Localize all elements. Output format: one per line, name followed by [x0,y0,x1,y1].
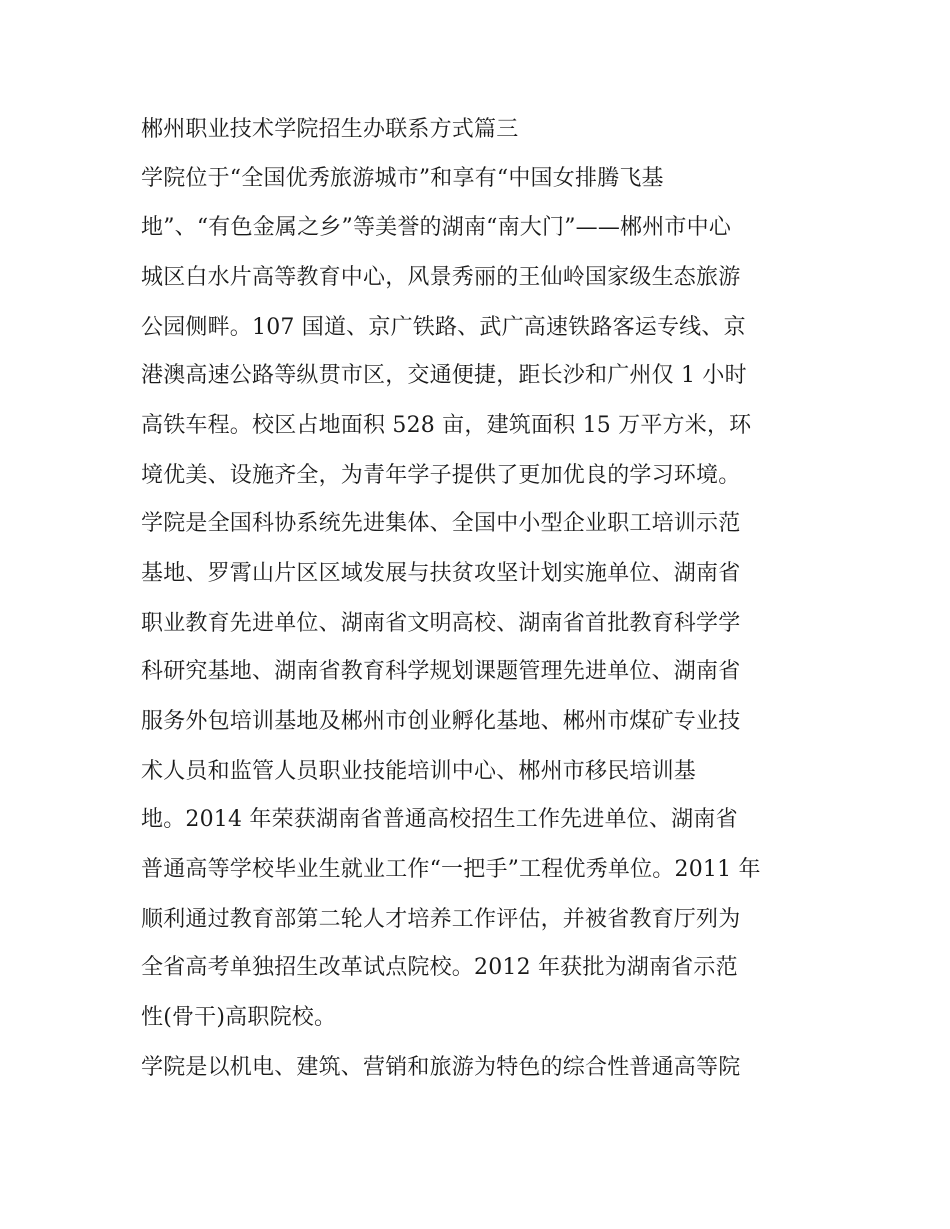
document-title: 郴州职业技术学院招生办联系方式篇三 [141,117,519,142]
paragraph-line: 港澳高速公路等纵贯市区，交通便捷，距长沙和广州仅 1 小时 [141,363,747,388]
paragraph-line: 科研究基地、湖南省教育科学规划课题管理先进单位、湖南省 [141,659,741,684]
paragraph-line: 高铁车程。校区占地面积 528 亩，建筑面积 15 万平方米，环 [141,413,752,438]
paragraph-line: 顺利通过教育部第二轮人才培养工作评估，并被省教育厅列为 [141,907,741,932]
paragraph-line: 地。2014 年荣获湖南省普通高校招生工作先进单位、湖南省 [141,807,738,832]
paragraph-line: 城区白水片高等教育中心，风景秀丽的王仙岭国家级生态旅游 [141,265,741,290]
paragraph-line: 职业教育先进单位、湖南省文明高校、湖南省首批教育科学学 [141,611,741,636]
paragraph-line: 学院是以机电、建筑、营销和旅游为特色的综合性普通高等院 [141,1055,741,1080]
paragraph-line: 学院位于“全国优秀旅游城市”和享有“中国女排腾飞基 [141,166,664,191]
paragraph-line: 公园侧畔。107 国道、京广铁路、武广高速铁路客运专线、京 [141,315,746,340]
paragraph-line: 地”、“有色金属之乡”等美誉的湖南“南大门”——郴州市中心 [141,215,732,240]
paragraph-line: 普通高等学校毕业生就业工作“一把手”工程优秀单位。2011 年 [141,857,761,882]
paragraph-line: 性(骨干)高职院校。 [141,1005,337,1030]
paragraph-line: 境优美、设施齐全，为青年学子提供了更加优良的学习环境。 [141,463,741,488]
paragraph-line: 服务外包培训基地及郴州市创业孵化基地、郴州市煤矿专业技 [141,709,741,734]
paragraph-line: 术人员和监管人员职业技能培训中心、郴州市移民培训基 [141,759,697,784]
paragraph-line: 基地、罗霄山片区区域发展与扶贫攻坚计划实施单位、湖南省 [141,561,741,586]
paragraph-line: 全省高考单独招生改革试点院校。2012 年获批为湖南省示范 [141,955,738,980]
paragraph-line: 学院是全国科协系统先进集体、全国中小型企业职工培训示范 [141,511,741,536]
